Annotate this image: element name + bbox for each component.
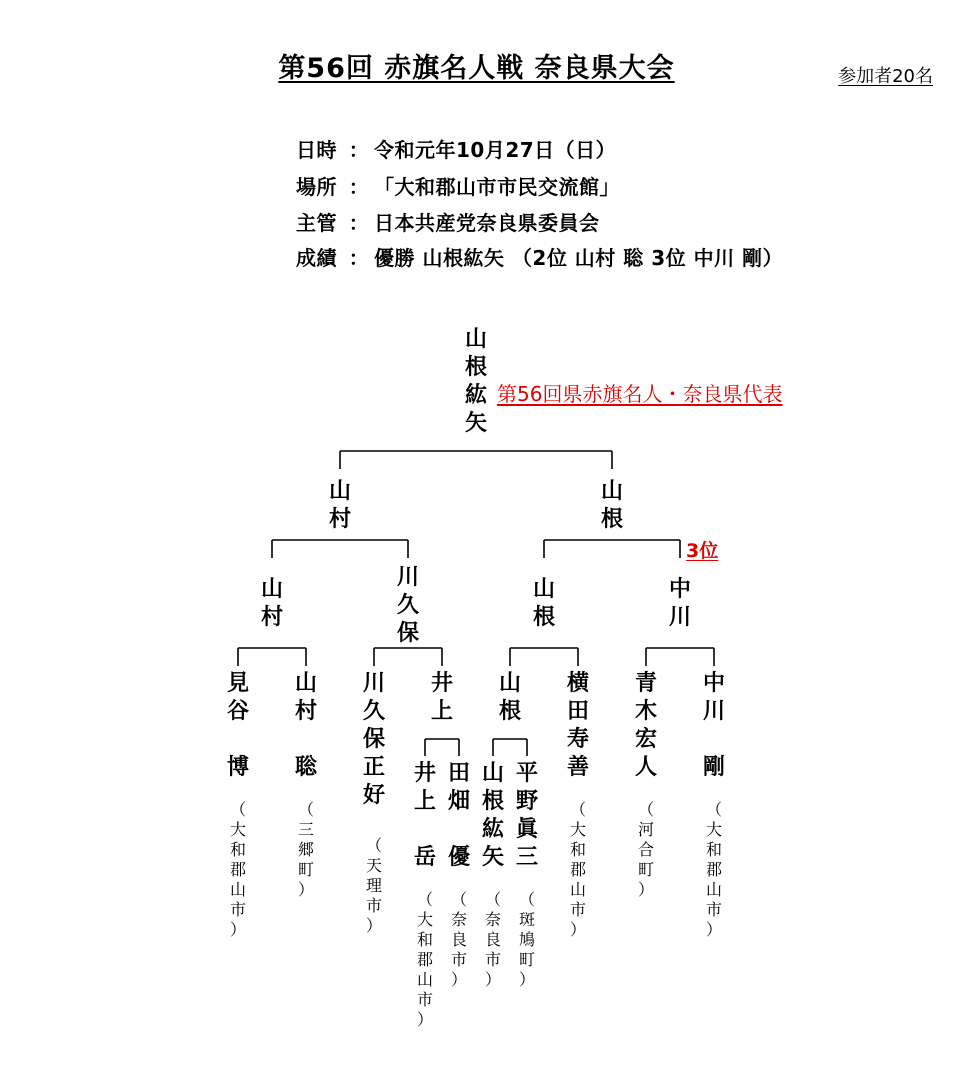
info-separator: ： [348, 138, 370, 162]
info-value: 令和元年10月27日（日） [374, 138, 617, 162]
finalist-right: 山 根 [600, 479, 623, 532]
semi-winner: 山 村 [260, 577, 283, 630]
player-name: 田 畑 優 [447, 761, 470, 870]
info-value: 優勝 山根紘矢 （2位 山村 聡 3位 中川 剛） [374, 246, 784, 270]
player-name: 横 田 寿 善 [566, 671, 589, 780]
player-place: （ 斑 鳩 町 ） [518, 890, 535, 989]
semi-winner: 川 久 保 [396, 565, 419, 646]
player-name: 川 久 保 正 好 [362, 671, 385, 808]
quarter-winner: 井 上 [430, 671, 453, 724]
player-name: 山 村 聡 [294, 671, 317, 780]
player-place: （ 大 和 郡 山 市 ） [229, 800, 246, 939]
player-name: 井 上 岳 [413, 761, 436, 870]
page-title: 第56回 赤旗名人戦 奈良県大会 [278, 53, 675, 84]
quarter-winner: 山 根 [498, 671, 521, 724]
finalist-left: 山 村 [328, 479, 351, 532]
info-label: 主管 [296, 211, 337, 235]
player-place: （ 天 理 市 ） [365, 836, 382, 935]
player-place: （ 大 和 郡 山 市 ） [569, 800, 586, 939]
third-place-mark: 3位 [686, 540, 719, 562]
player-place: （ 大 和 郡 山 市 ） [416, 890, 433, 1029]
player-place: （ 河 合 町 ） [637, 800, 654, 899]
player-place: （ 奈 良 市 ） [484, 890, 501, 989]
info-label: 場所 [296, 175, 337, 199]
player-place: （ 大 和 郡 山 市 ） [705, 800, 722, 939]
semi-winner: 山 根 [532, 577, 555, 630]
player-name: 青 木 宏 人 [634, 671, 657, 780]
info-separator: ： [348, 246, 370, 270]
player-name: 見 谷 博 [226, 671, 249, 780]
info-label: 成績 [296, 246, 337, 270]
semi-winner: 中 川 [668, 577, 691, 630]
player-name: 中 川 剛 [702, 671, 725, 780]
info-separator: ： [348, 175, 370, 199]
player-place: （ 奈 良 市 ） [450, 890, 467, 989]
participant-count: 参加者20名 [838, 66, 933, 87]
info-value: 「大和郡山市市民交流館」 [374, 175, 620, 199]
player-name: 平 野 眞 三 [515, 761, 538, 870]
champion-title: 第56回県赤旗名人・奈良県代表 [497, 382, 783, 406]
info-separator: ： [348, 211, 370, 235]
info-label: 日時 [296, 138, 337, 162]
info-value: 日本共産党奈良県委員会 [374, 211, 600, 235]
champion-name: 山 根 紘 矢 [464, 327, 487, 436]
player-place: （ 三 郷 町 ） [297, 800, 314, 899]
player-name: 山 根 紘 矢 [481, 761, 504, 870]
